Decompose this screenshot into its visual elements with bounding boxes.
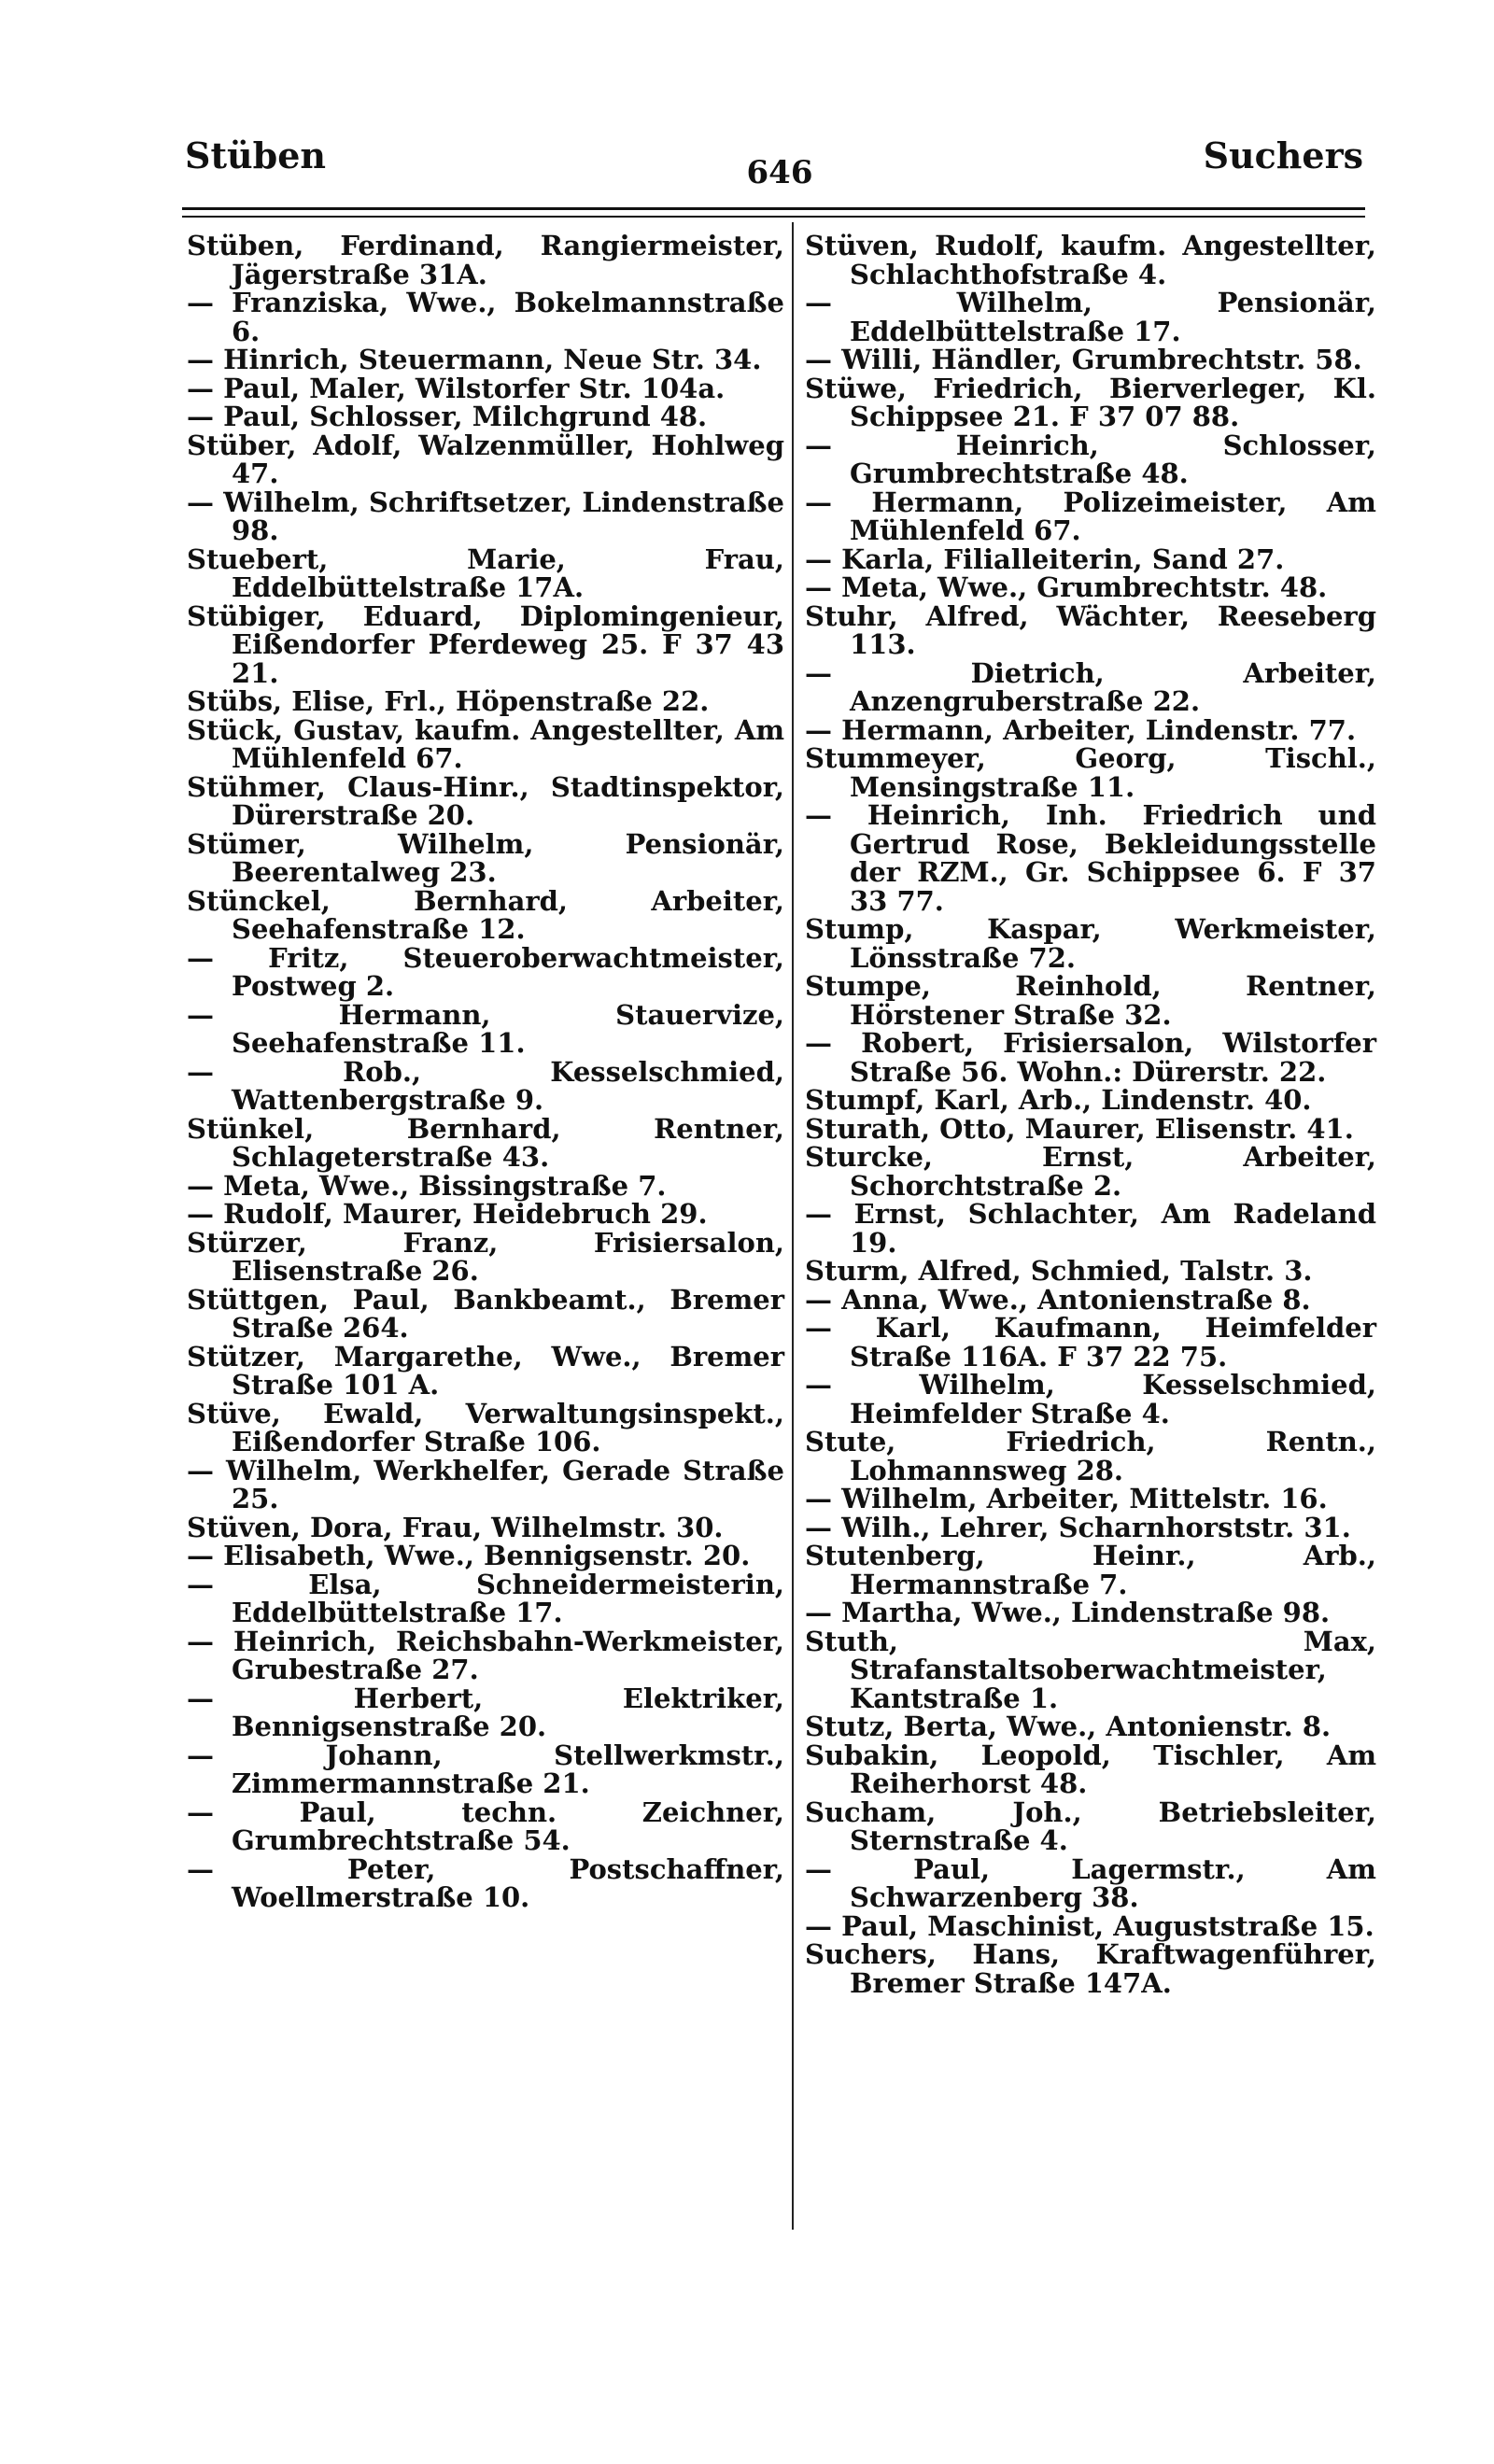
- directory-entry: — Wilhelm, Arbeiter, Mittelstr. 16.: [805, 1483, 1328, 1514]
- directory-entry: Stummeyer, Georg, Tischl., Mensingstraße 11.: [805, 742, 1376, 803]
- directory-entry: Stühmer, Claus-Hinr., Stadtinspektor, Dürerstraße 20.: [187, 770, 784, 831]
- header-rule-top: [182, 207, 1365, 210]
- directory-entry: — Ernst, Schlachter, Am Radeland 19.: [805, 1198, 1376, 1259]
- directory-entry: Stump, Kaspar, Werkmeister, Lönsstraße 72.: [805, 913, 1376, 974]
- directory-entry: — Karl, Kaufmann, Heimfelder Straße 116A. F 37 22 75.: [805, 1312, 1376, 1373]
- directory-entry: Stüven, Rudolf, kaufm. Angestellter, Schlachthofstraße 4.: [805, 230, 1376, 290]
- directory-entry: — Herbert, Elektriker, Bennigsenstraße 20.: [187, 1682, 784, 1742]
- directory-entry: Stünckel, Bernhard, Arbeiter, Seehafenstraße 12.: [187, 884, 784, 945]
- directory-entry: — Heinrich, Schlosser, Grumbrechtstraße 48.: [805, 429, 1376, 489]
- directory-entry: — Wilhelm, Pensionär, Eddelbüttelstraße 17.: [805, 287, 1376, 347]
- directory-entry: — Hermann, Stauervize, Seehafenstraße 11.: [187, 998, 784, 1059]
- directory-entry: Stuebert, Marie, Frau, Eddelbüttelstraße 17A.: [187, 542, 784, 603]
- directory-entry: — Franziska, Wwe., Bokelmannstraße 6.: [187, 287, 784, 347]
- running-head-right: Suchers: [1203, 134, 1363, 176]
- right-column: [805, 232, 1376, 1997]
- directory-entry: — Elisabeth, Wwe., Bennigsenstr. 20.: [187, 1540, 751, 1571]
- directory-entry: — Hermann, Polizeimeister, Am Mühlenfeld 67.: [805, 486, 1376, 546]
- header-rule-bottom: [182, 216, 1365, 218]
- directory-entry: — Heinrich, Reichsbahn-Werkmeister, Grubestraße 27.: [187, 1625, 784, 1685]
- directory-entry: Stümer, Wilhelm, Pensionär, Beerentalweg 23.: [187, 827, 784, 888]
- directory-entry: Stübiger, Eduard, Diplomingenieur, Eißendorfer Pferdeweg 25. F 37 43 21.: [187, 599, 784, 689]
- directory-entry: — Rob., Kesselschmied, Wattenbergstraße 9.: [187, 1055, 784, 1116]
- directory-entry: Stück, Gustav, kaufm. Angestellter, Am Mühlenfeld 67.: [187, 713, 784, 774]
- directory-entry: — Willi, Händler, Grumbrechtstr. 58.: [805, 344, 1362, 375]
- directory-entry: Subakin, Leopold, Tischler, Am Reiherhorst 48.: [805, 1739, 1376, 1799]
- directory-entry: Stüben, Ferdinand, Rangiermeister, Jägerstraße 31A.: [187, 230, 784, 290]
- directory-entry: — Heinrich, Inh. Friedrich und Gertrud Rose, Bekleidungsstelle der RZM., Gr. Schippsee 6. F 37 33 77.: [805, 799, 1376, 917]
- directory-entry: — Wilh., Lehrer, Scharnhorststr. 31.: [805, 1511, 1351, 1543]
- directory-entry: Stumpf, Karl, Arb., Lindenstr. 40.: [805, 1084, 1312, 1116]
- directory-entry: — Robert, Frisiersalon, Wilstorfer Straße 56. Wohn.: Dürerstr. 22.: [805, 1027, 1376, 1088]
- directory-entry: — Wilhelm, Schriftsetzer, Lindenstraße 98.: [187, 486, 784, 546]
- directory-entry: — Paul, techn. Zeichner, Grumbrechtstraße 54.: [187, 1795, 784, 1856]
- directory-entry: Suchers, Hans, Kraftwagenführer, Bremer Straße 147A.: [805, 1938, 1376, 1999]
- directory-entry: Stumpe, Reinhold, Rentner, Hörstener Straße 32.: [805, 970, 1376, 1031]
- directory-entry: — Johann, Stellwerkmstr., Zimmermannstraße 21.: [187, 1739, 784, 1799]
- directory-entry: — Dietrich, Arbeiter, Anzengruberstraße 22.: [805, 656, 1376, 717]
- directory-entry: Stuth, Max, Strafanstaltsoberwachtmeister, Kantstraße 1.: [805, 1625, 1376, 1714]
- directory-entry: — Martha, Wwe., Lindenstraße 98.: [805, 1597, 1331, 1628]
- directory-entry: Stüven, Dora, Frau, Wilhelmstr. 30.: [187, 1511, 724, 1543]
- directory-entry: — Paul, Lagermstr., Am Schwarzenberg 38.: [805, 1852, 1376, 1913]
- directory-entry: — Paul, Schlosser, Milchgrund 48.: [187, 401, 708, 432]
- directory-entry: — Meta, Wwe., Grumbrechtstr. 48.: [805, 571, 1328, 603]
- directory-entry: — Wilhelm, Werkhelfer, Gerade Straße 25.: [187, 1454, 784, 1514]
- directory-entry: Stübs, Elise, Frl., Höpenstraße 22.: [187, 685, 710, 717]
- page-number: 646: [746, 154, 813, 191]
- directory-entry: Stute, Friedrich, Rentn., Lohmannsweg 28.: [805, 1426, 1376, 1486]
- directory-entry: — Peter, Postschaffner, Woellmerstraße 10.: [187, 1852, 784, 1913]
- directory-entry: — Rudolf, Maurer, Heidebruch 29.: [187, 1198, 708, 1230]
- left-column: [187, 232, 784, 1912]
- directory-entry: Stüve, Ewald, Verwaltungsinspekt., Eißendorfer Straße 106.: [187, 1397, 784, 1457]
- directory-entry: — Elsa, Schneidermeisterin, Eddelbüttelstraße 17.: [187, 1568, 784, 1628]
- directory-entry: — Paul, Maler, Wilstorfer Str. 104a.: [187, 372, 726, 404]
- directory-entry: Sturcke, Ernst, Arbeiter, Schorchtstraße 2.: [805, 1141, 1376, 1202]
- directory-entry: Sturm, Alfred, Schmied, Talstr. 3.: [805, 1255, 1313, 1287]
- directory-entry: — Fritz, Steueroberwachtmeister, Postweg 2.: [187, 941, 784, 1002]
- directory-entry: Stutenberg, Heinr., Arb., Hermannstraße 7.: [805, 1540, 1376, 1600]
- directory-entry: Stüber, Adolf, Walzenmüller, Hohlweg 47.: [187, 429, 784, 489]
- directory-entry: — Karla, Filialleiterin, Sand 27.: [805, 542, 1285, 575]
- directory-entry: Stüttgen, Paul, Bankbeamt., Bremer Straße 264.: [187, 1283, 784, 1344]
- directory-entry: — Paul, Maschinist, Auguststraße 15.: [805, 1909, 1374, 1942]
- directory-entry: Stürzer, Franz, Frisiersalon, Elisenstraße 26.: [187, 1226, 784, 1287]
- directory-entry: Sucham, Joh., Betriebsleiter, Sternstraße 4.: [805, 1795, 1376, 1856]
- directory-entry: Stünkel, Bernhard, Rentner, Schlageterstraße 43.: [187, 1112, 784, 1173]
- directory-entry: Stüwe, Friedrich, Bierverleger, Kl. Schippsee 21. F 37 07 88.: [805, 372, 1376, 432]
- directory-entry: Sturath, Otto, Maurer, Elisenstr. 41.: [805, 1112, 1354, 1145]
- directory-entry: — Anna, Wwe., Antonienstraße 8.: [805, 1283, 1311, 1316]
- column-divider: [792, 222, 794, 2230]
- directory-entry: — Wilhelm, Kesselschmied, Heimfelder Straße 4.: [805, 1369, 1376, 1429]
- directory-entry: — Hermann, Arbeiter, Lindenstr. 77.: [805, 713, 1357, 746]
- directory-entry: Stutz, Berta, Wwe., Antonienstr. 8.: [805, 1711, 1332, 1742]
- directory-entry: — Hinrich, Steuermann, Neue Str. 34.: [187, 344, 762, 375]
- directory-entry: Stützer, Margarethe, Wwe., Bremer Straße 101 A.: [187, 1340, 784, 1401]
- directory-entry: — Meta, Wwe., Bissingstraße 7.: [187, 1169, 667, 1202]
- directory-entry: Stuhr, Alfred, Wächter, Reeseberg 113.: [805, 599, 1376, 660]
- running-head-left: Stüben: [185, 134, 326, 176]
